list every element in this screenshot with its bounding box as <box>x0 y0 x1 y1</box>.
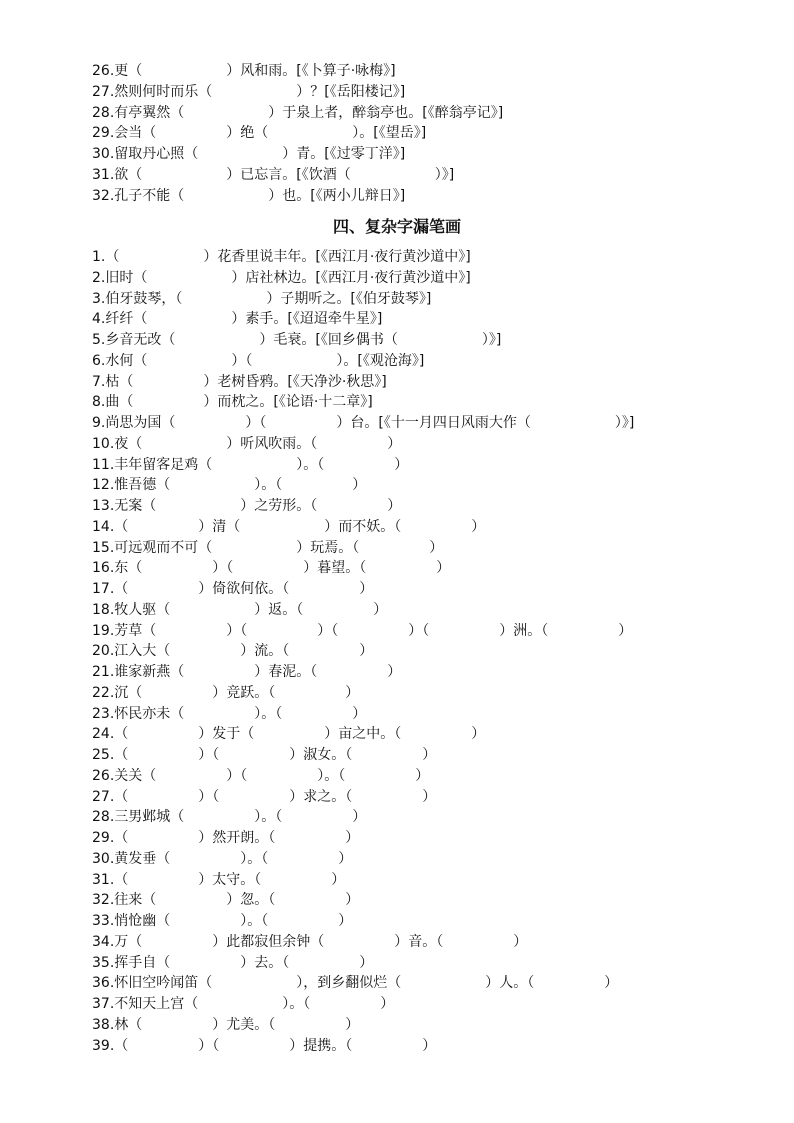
question-line: 6.水何（ ）（ ）。[《观沧海》] <box>92 352 425 369</box>
question-line: 12.惟吾德（ ）。（ ） <box>92 477 367 494</box>
question-line: 29.会当（ ）绝（ ）。[《望岳》] <box>92 125 427 142</box>
question-line: 14.（ ）清（ ）而不妖。（ ） <box>92 518 486 535</box>
question-line: 30.留取丹心照（ ）青。[《过零丁洋》] <box>92 146 406 163</box>
question-line: 2.旧时（ ）店社林边。[《西江月·夜行黄沙道中》] <box>92 269 471 286</box>
question-line: 27.（ ）（ ）求之。（ ） <box>92 788 437 805</box>
question-line: 30.黄发垂（ ）。（ ） <box>92 850 353 867</box>
question-line: 22.沉（ ）竞跃。（ ） <box>92 684 360 701</box>
question-line: 39.（ ）（ ）提携。（ ） <box>92 1037 437 1054</box>
question-line: 27.然则何时而乐（ ）？[《岳阳楼记》] <box>92 83 406 100</box>
question-line: 26.关关（ ）（ ）。（ ） <box>92 767 430 784</box>
section-heading: 四、复杂字漏笔画 <box>332 217 461 236</box>
question-line: 18.牧人驱（ ）返。（ ） <box>92 601 388 618</box>
question-line: 9.尚思为国（ ）（ ）台。[《十一月四日风雨大作（ ）》] <box>92 415 635 431</box>
question-line: 33.悄怆幽（ ）。（ ） <box>92 913 353 929</box>
question-line: 23.怀民亦未（ ）。（ ） <box>92 705 367 722</box>
question-line: 15.可远观而不可（ ）玩焉。（ ） <box>92 539 444 556</box>
question-line: 28.三男邺城（ ）。（ ） <box>92 809 367 826</box>
question-line: 38.林（ ）尤美。（ ） <box>92 1016 360 1033</box>
question-line: 32.往来（ ）忽。（ ） <box>92 892 360 909</box>
question-line: 13.无案（ ）之劳形。（ ） <box>92 498 402 514</box>
question-line: 8.曲（ ）而枕之。[《论语·十二章》] <box>92 394 373 411</box>
question-line: 20.江入大（ ）流。（ ） <box>92 643 374 660</box>
question-line: 36.怀旧空吟闻笛（ ），到乡翻似烂（ ）人。（ ） <box>92 975 619 992</box>
question-line: 7.枯（ ）老树昏鸦。[《天净沙·秋思》] <box>92 373 387 390</box>
question-line: 11.丰年留客足鸡（ ）。（ ） <box>92 456 409 473</box>
question-line: 31.欲（ ）已忘言。[《饮酒（ ）》] <box>92 167 455 183</box>
question-line: 34.万（ ）此都寂但余钟（ ）音。（ ） <box>92 933 528 950</box>
question-line: 21.谁家新燕（ ）春泥。（ ） <box>92 664 402 680</box>
question-line: 16.东（ ）（ ）暮望。（ ） <box>92 560 451 577</box>
question-line: 4.纤纤（ ）素手。[《迢迢牵牛星》] <box>92 311 383 328</box>
question-line: 29.（ ）然开朗。（ ） <box>92 830 360 846</box>
question-line: 26.更（ ）风和雨。[《卜算子·咏梅》] <box>92 63 396 79</box>
question-line: 31.（ ）太守。（ ） <box>92 871 346 888</box>
question-line: 28.有亭翼然（ ）于泉上者，醉翁亭也。[《醉翁亭记》] <box>92 104 504 121</box>
question-line: 19.芳草（ ）（ ）（ ）（ ）洲。（ ） <box>92 622 633 639</box>
question-line: 5.乡音无改（ ）毛衰。[《回乡偶书（ ）》] <box>92 332 502 348</box>
question-line: 1.（ ）花香里说丰年。[《西江月·夜行黄沙道中》] <box>92 249 471 265</box>
question-line: 37.不知天上宫（ ）。（ ） <box>92 996 395 1012</box>
question-line: 35.挥手自（ ）去。（ ） <box>92 954 374 971</box>
question-line: 32.孔子不能（ ）也。[《两小儿辩日》] <box>92 187 406 204</box>
question-line: 24.（ ）发于（ ）亩之中。（ ） <box>92 726 486 743</box>
question-line: 10.夜（ ）听风吹雨。（ ） <box>92 435 402 452</box>
question-line: 3.伯牙鼓琴，（ ）子期听之。[《伯牙鼓琴》] <box>92 290 432 307</box>
question-line: 25.（ ）（ ）淑女。（ ） <box>92 747 437 763</box>
question-line: 17.（ ）倚欲何依。（ ） <box>92 581 374 597</box>
